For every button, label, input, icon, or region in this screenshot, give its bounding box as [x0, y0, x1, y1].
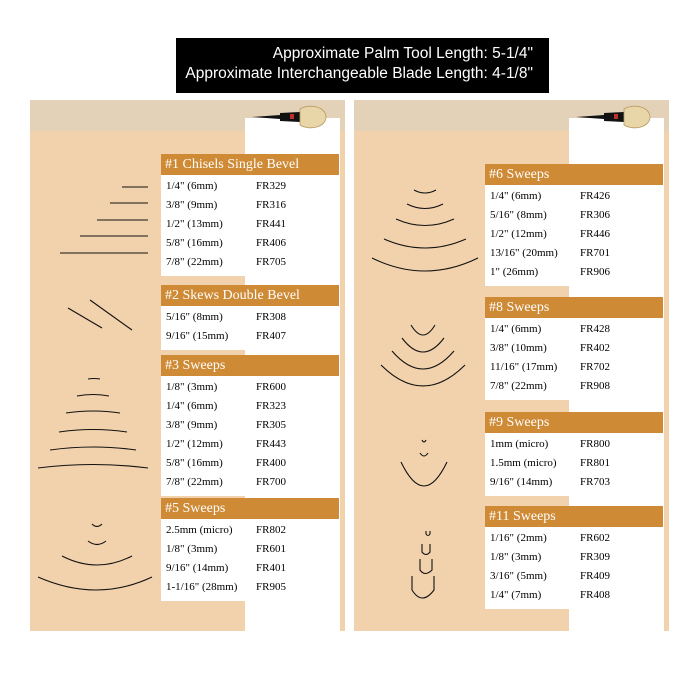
- item-code: FR802: [256, 524, 286, 536]
- profile-sweep3-6mm: [77, 395, 109, 397]
- profile-sweep9-1.5mm: [420, 453, 428, 456]
- size-label: 7/8" (22mm): [490, 380, 547, 392]
- table-row: [485, 435, 663, 454]
- profile-sweep3-16mm: [50, 447, 136, 450]
- size-label: 2.5mm (micro): [166, 524, 233, 536]
- section-title: #2 Skews Double Bevel: [161, 285, 339, 306]
- item-code: FR600: [256, 381, 286, 393]
- item-code: FR906: [580, 266, 610, 278]
- size-label: 1-1/16" (28mm): [166, 581, 238, 593]
- size-label: 5/8" (16mm): [166, 457, 223, 469]
- table-row: [485, 358, 663, 377]
- item-code: FR602: [580, 532, 610, 544]
- item-code: FR703: [580, 476, 610, 488]
- profile-sweep5-2.5mm: [92, 524, 102, 527]
- profile-sweep8-10mm: [402, 338, 444, 352]
- item-code: FR801: [580, 457, 610, 469]
- item-code: FR408: [580, 589, 610, 601]
- table-row: [161, 416, 339, 435]
- size-label: 7/8" (22mm): [166, 256, 223, 268]
- profile-sweep9-14mm: [401, 462, 447, 486]
- size-label: 1/8" (3mm): [166, 381, 218, 393]
- item-code: FR323: [256, 400, 286, 412]
- size-label: 5/8" (16mm): [166, 237, 223, 249]
- item-code: FR305: [256, 419, 286, 431]
- table-row: [161, 215, 339, 234]
- palm-tool-length-text: Approximate Palm Tool Length: 5-1/4": [272, 45, 533, 62]
- profile-sweep5-28mm: [38, 577, 152, 590]
- profile-sweep3-9mm: [66, 411, 120, 413]
- profile-sweep3-22mm: [38, 465, 148, 469]
- profile-sweep6-12mm: [396, 219, 454, 226]
- size-label: 1/2" (12mm): [490, 228, 547, 240]
- profile-sweep5-14mm: [62, 556, 132, 565]
- item-code: FR601: [256, 543, 286, 555]
- profile-sweep11-5mm: [420, 559, 432, 574]
- size-label: 3/8" (10mm): [490, 342, 547, 354]
- size-label: 1/16" (2mm): [490, 532, 547, 544]
- profile-sweep6-6mm: [414, 190, 436, 193]
- item-code: FR905: [256, 581, 286, 593]
- item-code: FR402: [580, 342, 610, 354]
- table-row: [161, 308, 339, 327]
- size-label: 1/4" (6mm): [490, 190, 542, 202]
- table-row: [161, 473, 339, 492]
- table-row: [485, 454, 663, 473]
- table-row: [485, 567, 663, 586]
- table-row: [161, 327, 339, 346]
- size-label: 11/16" (17mm): [490, 361, 558, 373]
- item-code: FR316: [256, 199, 286, 211]
- item-code: FR700: [256, 476, 286, 488]
- section-title: #9 Sweeps: [485, 412, 663, 433]
- item-code: FR409: [580, 570, 610, 582]
- size-label: 3/8" (9mm): [166, 199, 218, 211]
- profile-sweep8-22mm: [381, 365, 465, 386]
- item-code: FR400: [256, 457, 286, 469]
- item-code: FR308: [256, 311, 286, 323]
- item-code: FR446: [580, 228, 610, 240]
- table-row: [485, 529, 663, 548]
- length-banner: [176, 38, 549, 93]
- size-label: 1mm (micro): [490, 438, 549, 450]
- size-label: 9/16" (14mm): [490, 476, 553, 488]
- profile-sweep6-26mm: [372, 258, 478, 271]
- size-label: 3/8" (9mm): [166, 419, 218, 431]
- size-label: 13/16" (20mm): [490, 247, 558, 259]
- size-label: 1/2" (13mm): [166, 218, 223, 230]
- profile-sweep9-1mm: [422, 440, 426, 442]
- item-code: FR441: [256, 218, 286, 230]
- table-row: [485, 320, 663, 339]
- table-row: [161, 196, 339, 215]
- section-title: #3 Sweeps: [161, 355, 339, 376]
- profile-sweep8-6mm: [411, 325, 435, 335]
- size-label: 5/16" (8mm): [490, 209, 547, 221]
- profile-sweep11-2mm: [426, 531, 430, 536]
- item-code: FR401: [256, 562, 286, 574]
- profile-sweep11-3mm: [422, 544, 430, 555]
- blade-length-text: Approximate Interchangeable Blade Length: 4-1/8": [185, 65, 533, 82]
- table-row: [161, 435, 339, 454]
- table-row: [161, 540, 339, 559]
- size-label: 1/4" (6mm): [166, 180, 218, 192]
- item-code: FR407: [256, 330, 286, 342]
- table-row: [161, 454, 339, 473]
- item-code: FR329: [256, 180, 286, 192]
- size-label: 3/16" (5mm): [490, 570, 547, 582]
- size-label: 1" (26mm): [490, 266, 539, 278]
- table-row: [161, 253, 339, 272]
- item-code: FR306: [580, 209, 610, 221]
- left-panel: [30, 100, 345, 631]
- size-label: 7/8" (22mm): [166, 476, 223, 488]
- section-title: #5 Sweeps: [161, 498, 339, 519]
- table-row: [161, 397, 339, 416]
- size-label: 1/8" (3mm): [166, 543, 218, 555]
- item-code: FR426: [580, 190, 610, 202]
- profile-sweep6-20mm: [384, 239, 466, 248]
- item-code: FR428: [580, 323, 610, 335]
- size-label: 1/8" (3mm): [490, 551, 542, 563]
- size-label: 1/2" (12mm): [166, 438, 223, 450]
- item-code: FR702: [580, 361, 610, 373]
- table-row: [485, 244, 663, 263]
- item-code: FR443: [256, 438, 286, 450]
- item-code: FR908: [580, 380, 610, 392]
- size-label: 9/16" (15mm): [166, 330, 229, 342]
- table-row: [161, 177, 339, 196]
- item-code: FR701: [580, 247, 610, 259]
- section-title: #8 Sweeps: [485, 297, 663, 318]
- table-row: [485, 339, 663, 358]
- table-row: [485, 206, 663, 225]
- section-title: #11 Sweeps: [485, 506, 663, 527]
- table-row: [161, 378, 339, 397]
- table-row: [485, 187, 663, 206]
- item-code: FR406: [256, 237, 286, 249]
- size-label: 9/16" (14mm): [166, 562, 229, 574]
- table-row: [485, 377, 663, 396]
- table-row: [161, 521, 339, 540]
- item-code: FR309: [580, 551, 610, 563]
- profile-skew-15mm: [90, 300, 132, 330]
- profile-skew-8mm: [68, 308, 102, 328]
- item-code: FR800: [580, 438, 610, 450]
- profile-sweep6-8mm: [407, 204, 443, 209]
- table-row: [161, 559, 339, 578]
- profile-sweep3-3mm: [88, 379, 100, 380]
- item-code: FR705: [256, 256, 286, 268]
- profile-sweep3-12mm: [59, 430, 127, 433]
- table-row: [161, 234, 339, 253]
- table-row: [485, 473, 663, 492]
- profile-sweep8-17mm: [392, 351, 454, 369]
- profile-sweep11-7mm: [412, 576, 434, 598]
- table-row: [485, 586, 663, 605]
- size-label: 1/4" (6mm): [490, 323, 542, 335]
- size-label: 5/16" (8mm): [166, 311, 223, 323]
- size-label: 1/4" (6mm): [166, 400, 218, 412]
- table-row: [485, 263, 663, 282]
- size-label: 1.5mm (micro): [490, 457, 557, 469]
- profile-sweep5-3mm: [88, 541, 106, 545]
- right-panel: [354, 100, 669, 631]
- table-row: [485, 548, 663, 567]
- section-title: #1 Chisels Single Bevel: [161, 154, 339, 175]
- table-row: [485, 225, 663, 244]
- size-label: 1/4" (7mm): [490, 589, 542, 601]
- table-row: [161, 578, 339, 597]
- section-title: #6 Sweeps: [485, 164, 663, 185]
